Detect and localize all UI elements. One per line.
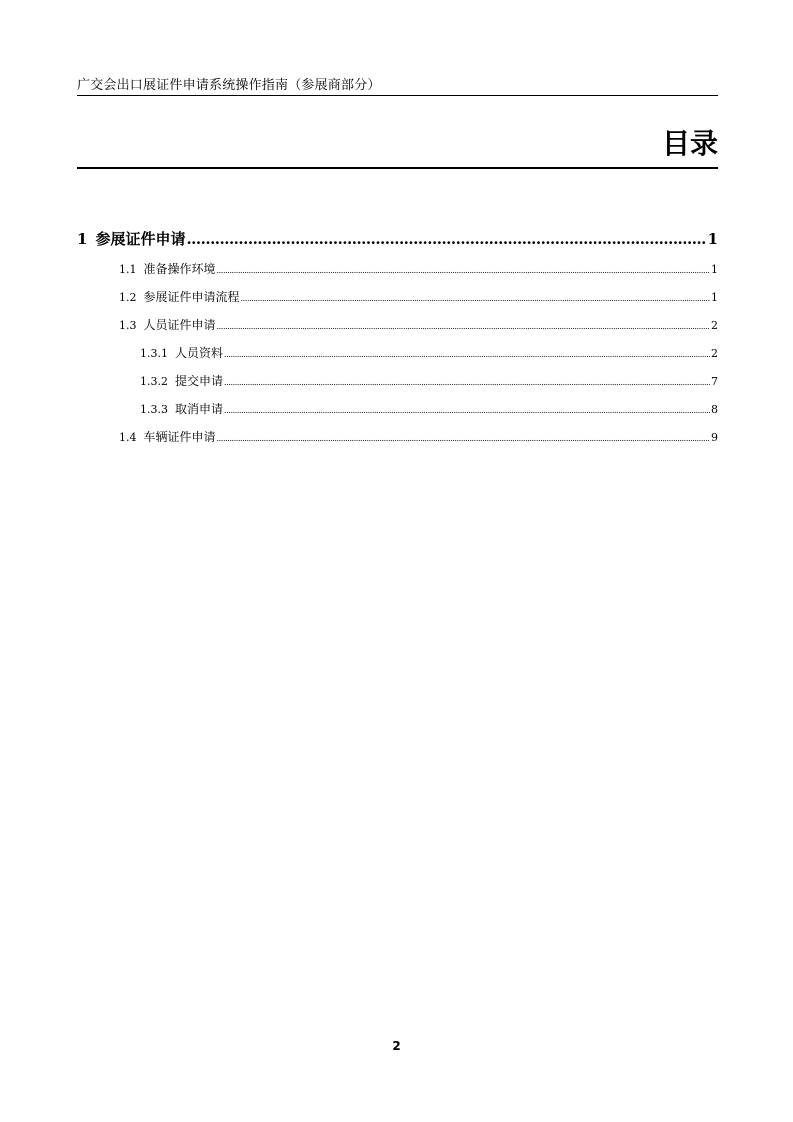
- toc-leader-dots: [224, 348, 710, 362]
- toc-entry-number: 1.4: [119, 431, 137, 444]
- toc-entry-1-3[interactable]: [119, 318, 718, 334]
- toc-leader-dots: [217, 320, 710, 334]
- toc-entry-1-4[interactable]: [119, 430, 718, 446]
- toc-entry-number: 1.3.3: [140, 403, 168, 416]
- toc-leader-dots: [217, 264, 710, 278]
- toc-title: 目录: [661, 127, 718, 160]
- toc-entry-label: 人员资料: [175, 346, 224, 360]
- toc-entry-label: 提交申请: [175, 374, 224, 388]
- title-rule: [77, 167, 718, 169]
- toc-entry-number: 1.1: [119, 263, 137, 276]
- toc-entry-page: 1: [707, 230, 718, 248]
- page-number: 2: [392, 1039, 401, 1053]
- toc-entry-label: 参展证件申请: [95, 230, 186, 248]
- toc-entry-page: 9: [711, 431, 718, 444]
- toc-entry-number: 1.3: [119, 319, 137, 332]
- toc-entry-label: 准备操作环境: [143, 262, 216, 276]
- toc-entry-number: 1.3.2: [140, 375, 168, 388]
- toc-entry-page: 7: [711, 375, 718, 388]
- toc-entry-label: 人员证件申请: [143, 318, 216, 332]
- toc-entry-1-1[interactable]: [119, 262, 718, 278]
- toc-entry-1[interactable]: [77, 229, 718, 249]
- toc-leader-dots: [217, 432, 710, 446]
- toc-entry-label: 车辆证件申请: [143, 430, 216, 444]
- running-header: 广交会出口展证件申请系统操作指南（参展商部分）: [77, 78, 381, 93]
- toc-entry-1-3-1[interactable]: [140, 346, 718, 362]
- toc-entry-1-2[interactable]: [119, 290, 718, 306]
- toc-entry-page: 8: [711, 403, 718, 416]
- toc-entry-number: 1.2: [119, 291, 137, 304]
- toc-entry-label: 取消申请: [175, 402, 224, 416]
- toc-entry-page: 2: [711, 347, 718, 360]
- toc-entry-page: 1: [711, 263, 718, 276]
- toc-entry-1-3-3[interactable]: [140, 402, 718, 418]
- toc-leader-dots: [186, 229, 706, 249]
- toc-leader-dots: [241, 292, 710, 306]
- toc-entry-label: 参展证件申请流程: [143, 290, 240, 304]
- toc-entry-number: 1: [77, 230, 88, 248]
- toc-leader-dots: [224, 404, 710, 418]
- toc-entry-page: 1: [711, 291, 718, 304]
- toc-entry-number: 1.3.1: [140, 347, 168, 360]
- toc-leader-dots: [224, 376, 710, 390]
- toc-entry-page: 2: [711, 319, 718, 332]
- header-rule: [77, 95, 718, 96]
- toc-entry-1-3-2[interactable]: [140, 374, 718, 390]
